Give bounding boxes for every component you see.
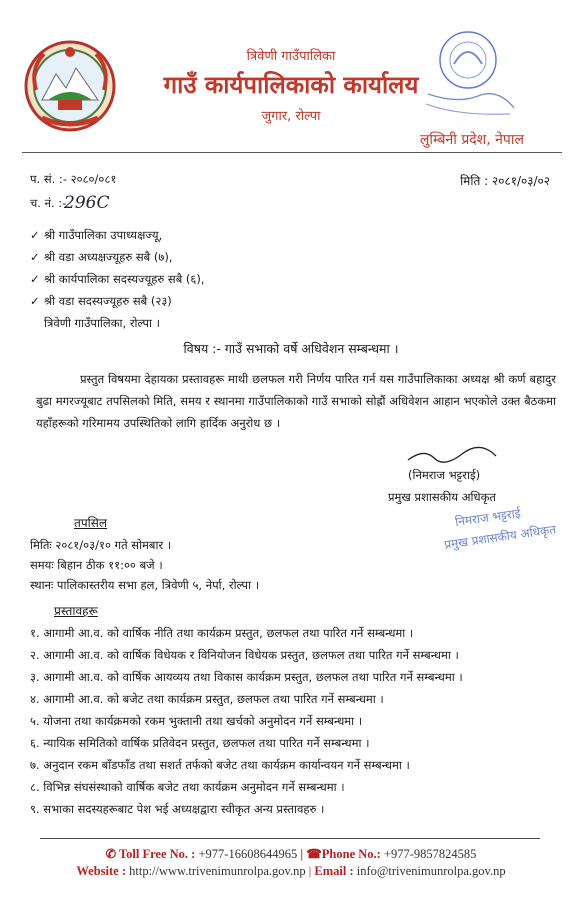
meeting-date: मितिः २०८१/०३/१० गते सोमबार ।	[30, 538, 172, 552]
proposal-item: ३. आगामी आ.व. को वार्षिक आयव्यय तथा विकास कार्यक्रम प्रस्तुत, छलफल तथा पारित गर्ने सम्बन्धमा ।	[30, 670, 463, 684]
tollfree-number[interactable]: +977-16608644965	[198, 847, 298, 861]
proposal-item: २. आगामी आ.व. को वार्षिक विधेयक र विनियोजन विधेयक प्रस्तुत, छलफल तथा पारित गर्ने सम्बन्धमा ।	[30, 648, 459, 662]
footer-web-line: Website : http://www.trivenimunrolpa.gov.np | Email : info@trivenimunrolpa.gov.np	[76, 864, 506, 878]
proposal-item: ८. विभिन्न संघसंस्थाको वार्षिक बजेट तथा कार्यक्रम अनुमोदन गर्ने सम्बन्धमा ।	[30, 780, 345, 794]
province-name: लुम्बिनी प्रदेश, नेपाल	[419, 132, 524, 148]
phone-icon: ✆	[105, 847, 117, 861]
office-name: गाउँ कार्यपालिकाको कार्यालय	[163, 71, 419, 99]
phone-number[interactable]: +977-9857824585	[383, 847, 477, 861]
checkmark-icon: ✓	[30, 272, 40, 286]
recipient-item: ✓ श्री कार्यपालिका सदस्यज्यूहरु सबै (६),	[30, 272, 205, 286]
proposal-item: ७. अनुदान रकम बाँडफाँड तथा सशर्त तर्फको बजेट तथा कार्यक्रम कार्यान्वयन गर्ने सम्बन्धमा ।	[30, 758, 410, 772]
recipient-footer: त्रिवेणी गाउँपालिका, रोल्पा ।	[44, 316, 160, 330]
body-line: अध्यक्ष श्री कर्ण बहादुर बुढा मगरज्यूबाट तपसिलको मिति, समय र स्थानमा गाउँपालिकाको गाउँ	[36, 372, 556, 408]
dispatch-number-label: च. नं. :-	[30, 196, 67, 210]
telephone-icon: ☎	[306, 847, 322, 861]
letter-date: मिति : २०८१/०३/०२	[460, 174, 550, 188]
recipient-item: ✓ श्री वडा सदस्यज्यूहरु सबै (२३)	[30, 294, 172, 308]
details-heading: तपसिल	[74, 516, 108, 530]
checkmark-icon: ✓	[30, 250, 40, 264]
meeting-time: समयः बिहान ठीक ११:०० बजे ।	[30, 558, 163, 572]
proposal-item: ४. आगामी आ.व. को बजेट तथा कार्यक्रम प्रस्तुत, छलफल तथा पारित गर्ने सम्बन्धमा ।	[30, 692, 384, 706]
signatory-name: (निमराज भट्टराई)	[408, 468, 481, 482]
signature-icon	[404, 446, 500, 466]
footer-phone-line: ✆ Toll Free No. : +977-16608644965 | ☎Phone No.: +977-9857824585	[105, 847, 477, 861]
signatory-stamp: निमराज भट्टराई प्रमुख प्रशासकीय अधिकृत	[443, 506, 557, 552]
recipient-item: ✓ श्री गाउँपालिका उपाध्यक्षज्यू,	[30, 228, 163, 242]
header-divider	[22, 152, 562, 153]
proposal-item: १. आगामी आ.व. को वार्षिक नीति तथा कार्यक्रम प्रस्तुत, छलफल तथा पारित गर्ने सम्बन्धमा ।	[30, 626, 414, 640]
body-line: सभाको सोह्रौं अधिवेशन आहान भएकोले उक्त बैठकमा यहाँहरूको गरिमामय उपस्थितिको लागि हार्दिक	[36, 394, 557, 430]
office-address: जुगार, रोल्पा	[261, 109, 321, 124]
letter-body	[36, 368, 556, 434]
dispatch-number-handwritten: 296C	[64, 193, 110, 213]
signatory-title: प्रमुख प्रशासकीय अधिकृत	[388, 490, 496, 504]
recipient-item: ✓ श्री वडा अध्यक्षज्यूहरु सबै (७),	[30, 250, 173, 264]
body-line: अनुरोध छ ।	[230, 416, 281, 430]
proposal-item: ५. योजना तथा कार्यक्रमको रकम भुक्तानी तथा खर्चको अनुमोदन गर्ने सम्बन्धमा ।	[30, 714, 363, 728]
municipality-name: त्रिवेणी गाउँपालिका	[246, 49, 336, 64]
checkmark-icon: ✓	[30, 228, 40, 242]
footer-divider	[40, 838, 540, 839]
checkmark-icon: ✓	[30, 294, 40, 308]
letter-subject: विषय :- गाउँ सभाको वर्षे अधिवेशन सम्बन्धमा ।	[183, 341, 399, 356]
letter-number: प. सं. :- २०८०/०८१	[30, 172, 117, 186]
proposals-heading: प्रस्तावहरू	[54, 604, 98, 618]
website-link[interactable]: http://www.trivenimunrolpa.gov.np	[129, 864, 306, 878]
body-line: प्रस्तुत विषयमा देहायका प्रस्तावहरू माथी छलफल गरी निर्णय पारित गर्न यस गाउँपालिकाका	[80, 372, 458, 386]
proposal-item: ९. सभाका सदस्यहरूबाट पेश भई अध्यक्षद्वारा स्वीकृत अन्य प्रस्तावहरु ।	[30, 802, 325, 816]
email-link[interactable]: info@trivenimunrolpa.gov.np	[356, 864, 506, 878]
proposal-item: ६. न्यायिक समितिको वार्षिक प्रतिवेदन प्रस्तुत, छलफल तथा पारित गर्ने सम्बन्धमा ।	[30, 736, 370, 750]
meeting-place: स्थानः पालिकास्तरीय सभा हल, त्रिवेणी ५, नेर्पा, रोल्पा ।	[30, 578, 260, 592]
